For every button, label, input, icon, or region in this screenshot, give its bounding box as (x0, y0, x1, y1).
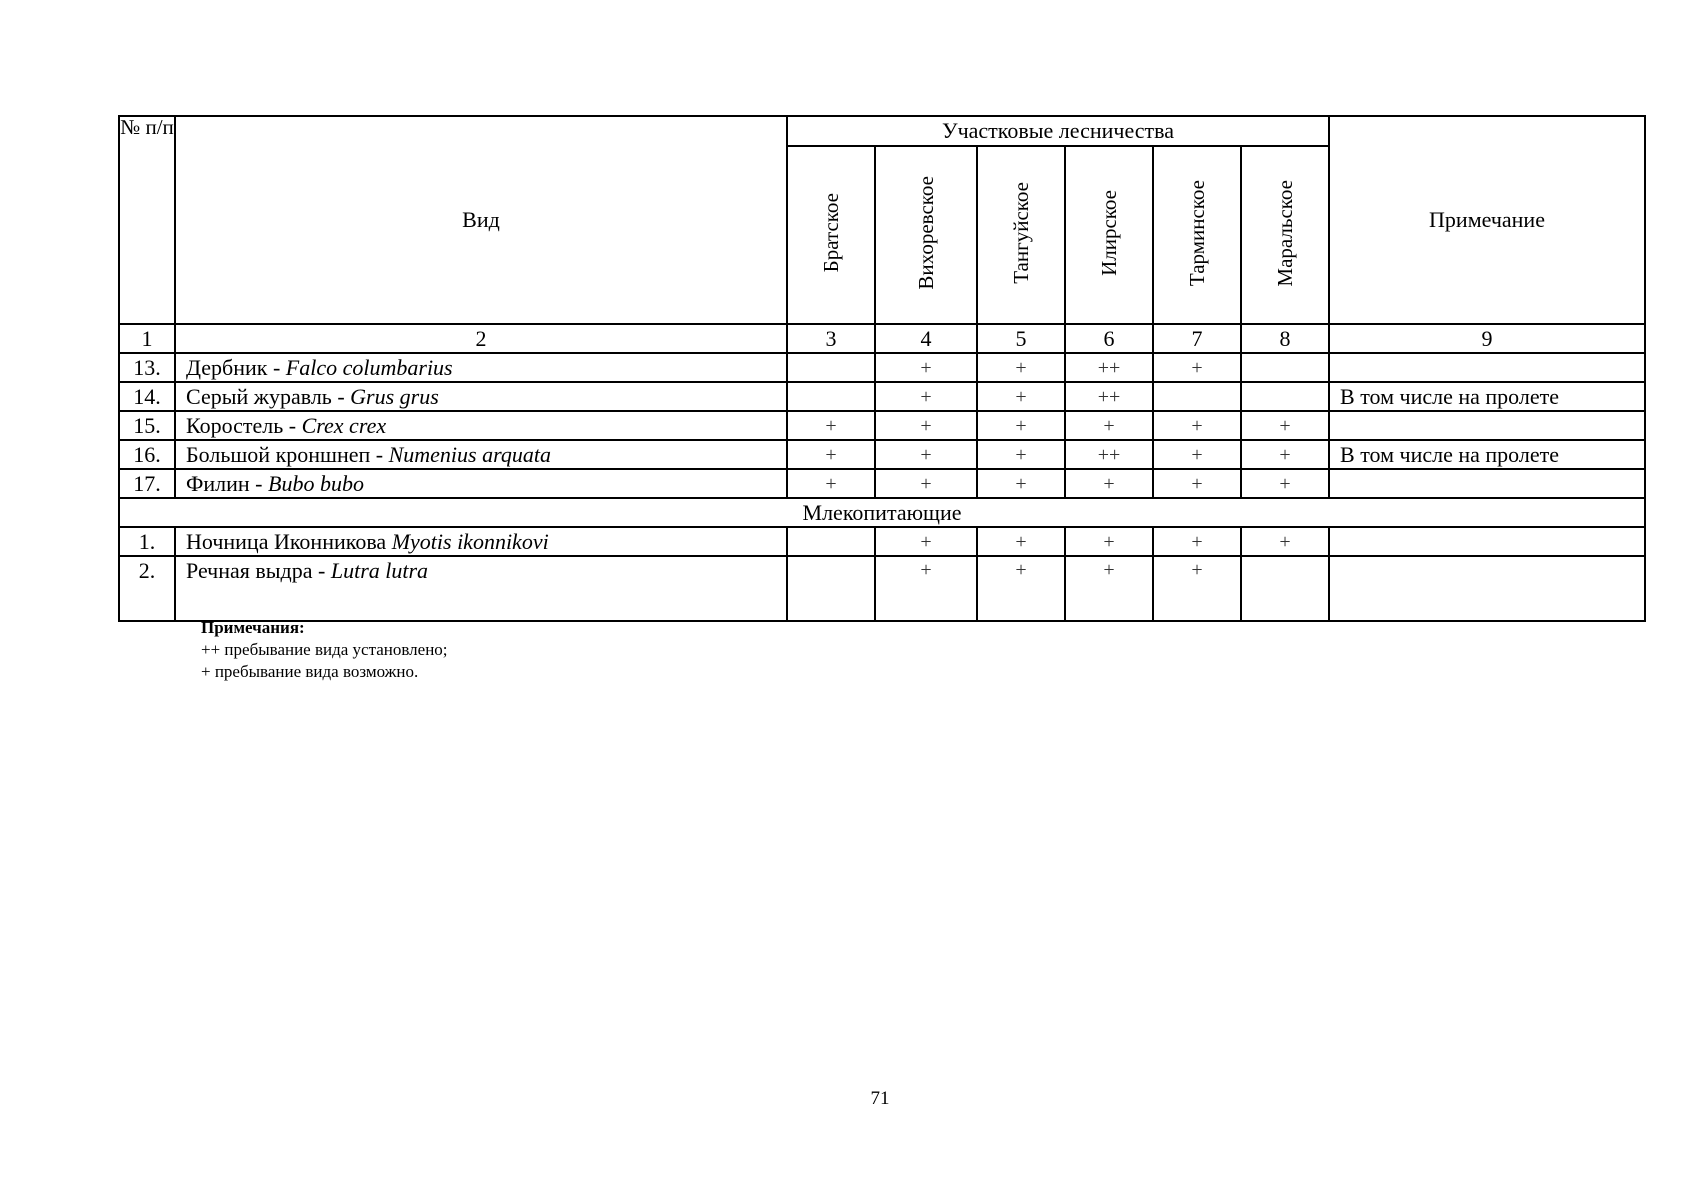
column-number: 6 (1065, 324, 1153, 353)
presence-mark: + (977, 353, 1065, 382)
presence-mark (787, 382, 875, 411)
species-name: Ночница Иконникова Myotis ikonnikovi (175, 527, 787, 556)
presence-mark: + (1241, 440, 1329, 469)
presence-mark: + (787, 440, 875, 469)
table-row (119, 411, 1645, 440)
header-forestry-2: Вихоревское (875, 146, 977, 324)
column-number: 2 (175, 324, 787, 353)
header-forestry-4: Илирское (1065, 146, 1153, 324)
presence-mark: + (875, 440, 977, 469)
row-note (1329, 469, 1645, 498)
presence-mark: + (1065, 556, 1153, 621)
header-forestry-1: Братское (787, 146, 875, 324)
table-row (119, 527, 1645, 556)
presence-mark: + (1153, 353, 1241, 382)
column-number: 1 (119, 324, 175, 353)
species-name: Речная выдра - Lutra lutra (175, 556, 787, 621)
row-note: В том числе на пролете (1329, 440, 1645, 469)
table-row (119, 353, 1645, 382)
presence-mark: + (1153, 440, 1241, 469)
presence-mark: + (1065, 411, 1153, 440)
latin-name: Falco columbarius (285, 354, 453, 380)
table-row (119, 440, 1645, 469)
column-number: 9 (1329, 324, 1645, 353)
table-row (119, 382, 1645, 411)
footnote-line: + пребывание вида возможно. (201, 662, 419, 681)
header-num: № п/п (119, 116, 175, 324)
header-forestries: Участковые лесничества (787, 116, 1329, 146)
page-number: 71 (870, 1088, 890, 1109)
presence-mark: + (875, 353, 977, 382)
row-number: 13. (119, 353, 175, 382)
presence-mark: ++ (1065, 382, 1153, 411)
table-row (119, 556, 1645, 621)
presence-mark: + (1153, 556, 1241, 621)
presence-mark: + (875, 469, 977, 498)
presence-mark: + (1241, 469, 1329, 498)
presence-mark (787, 527, 875, 556)
presence-mark: ++ (1065, 353, 1153, 382)
row-number: 17. (119, 469, 175, 498)
presence-mark: + (1241, 527, 1329, 556)
presence-mark: ++ (1065, 440, 1153, 469)
latin-name: Lutra lutra (330, 558, 429, 583)
header-forestry-3: Тангуйское (977, 146, 1065, 324)
presence-mark: + (787, 469, 875, 498)
footnotes (201, 617, 448, 683)
presence-mark: + (977, 440, 1065, 469)
presence-mark (1241, 556, 1329, 621)
row-number: 1. (119, 527, 175, 556)
column-number: 7 (1153, 324, 1241, 353)
latin-name: Crex crex (301, 412, 387, 438)
species-name: Дербник - Falco columbarius (175, 353, 787, 382)
header-species: Вид (175, 116, 787, 324)
presence-mark: + (977, 411, 1065, 440)
presence-mark: + (977, 382, 1065, 411)
column-number: 3 (787, 324, 875, 353)
presence-mark: + (875, 411, 977, 440)
header-note: Примечание (1329, 116, 1645, 324)
presence-mark: + (1065, 527, 1153, 556)
presence-mark: + (1153, 411, 1241, 440)
header-forestry-5: Тарминское (1153, 146, 1241, 324)
row-note (1329, 556, 1645, 621)
species-name: Серый журавль - Grus grus (175, 382, 787, 411)
presence-mark: + (875, 382, 977, 411)
row-number: 2. (119, 556, 175, 621)
header-forestry-6: Маральское (1241, 146, 1329, 324)
presence-mark (1241, 382, 1329, 411)
section-row (119, 498, 1645, 527)
latin-name: Grus grus (350, 383, 439, 409)
presence-mark (787, 353, 875, 382)
presence-mark: + (977, 527, 1065, 556)
presence-mark: + (1153, 469, 1241, 498)
row-number: 16. (119, 440, 175, 469)
presence-mark: + (977, 556, 1065, 621)
footnote-line: ++ пребывание вида установлено; (201, 640, 448, 659)
species-name: Большой кроншнеп - Numenius arquata (175, 440, 787, 469)
species-table (118, 115, 1646, 622)
row-note (1329, 353, 1645, 382)
table-row (119, 469, 1645, 498)
row-note (1329, 527, 1645, 556)
presence-mark: + (1241, 411, 1329, 440)
row-number: 14. (119, 382, 175, 411)
row-note: В том числе на пролете (1329, 382, 1645, 411)
latin-name: Numenius arquata (388, 441, 551, 467)
row-number: 15. (119, 411, 175, 440)
row-note (1329, 411, 1645, 440)
latin-name: Myotis ikonnikovi (391, 528, 549, 554)
presence-mark (1241, 353, 1329, 382)
presence-mark: + (977, 469, 1065, 498)
presence-mark: + (1153, 527, 1241, 556)
column-number: 4 (875, 324, 977, 353)
presence-mark (1153, 382, 1241, 411)
section-title: Млекопитающие (119, 498, 1645, 527)
presence-mark: + (1065, 469, 1153, 498)
presence-mark: + (787, 411, 875, 440)
species-name: Коростель - Crex crex (175, 411, 787, 440)
presence-mark (787, 556, 875, 621)
presence-mark: + (875, 527, 977, 556)
presence-mark: + (875, 556, 977, 621)
column-number: 8 (1241, 324, 1329, 353)
footnotes-title: Примечания: (201, 618, 305, 637)
latin-name: Bubo bubo (268, 470, 364, 496)
species-name: Филин - Bubo bubo (175, 469, 787, 498)
column-number-row (119, 324, 1645, 353)
column-number: 5 (977, 324, 1065, 353)
